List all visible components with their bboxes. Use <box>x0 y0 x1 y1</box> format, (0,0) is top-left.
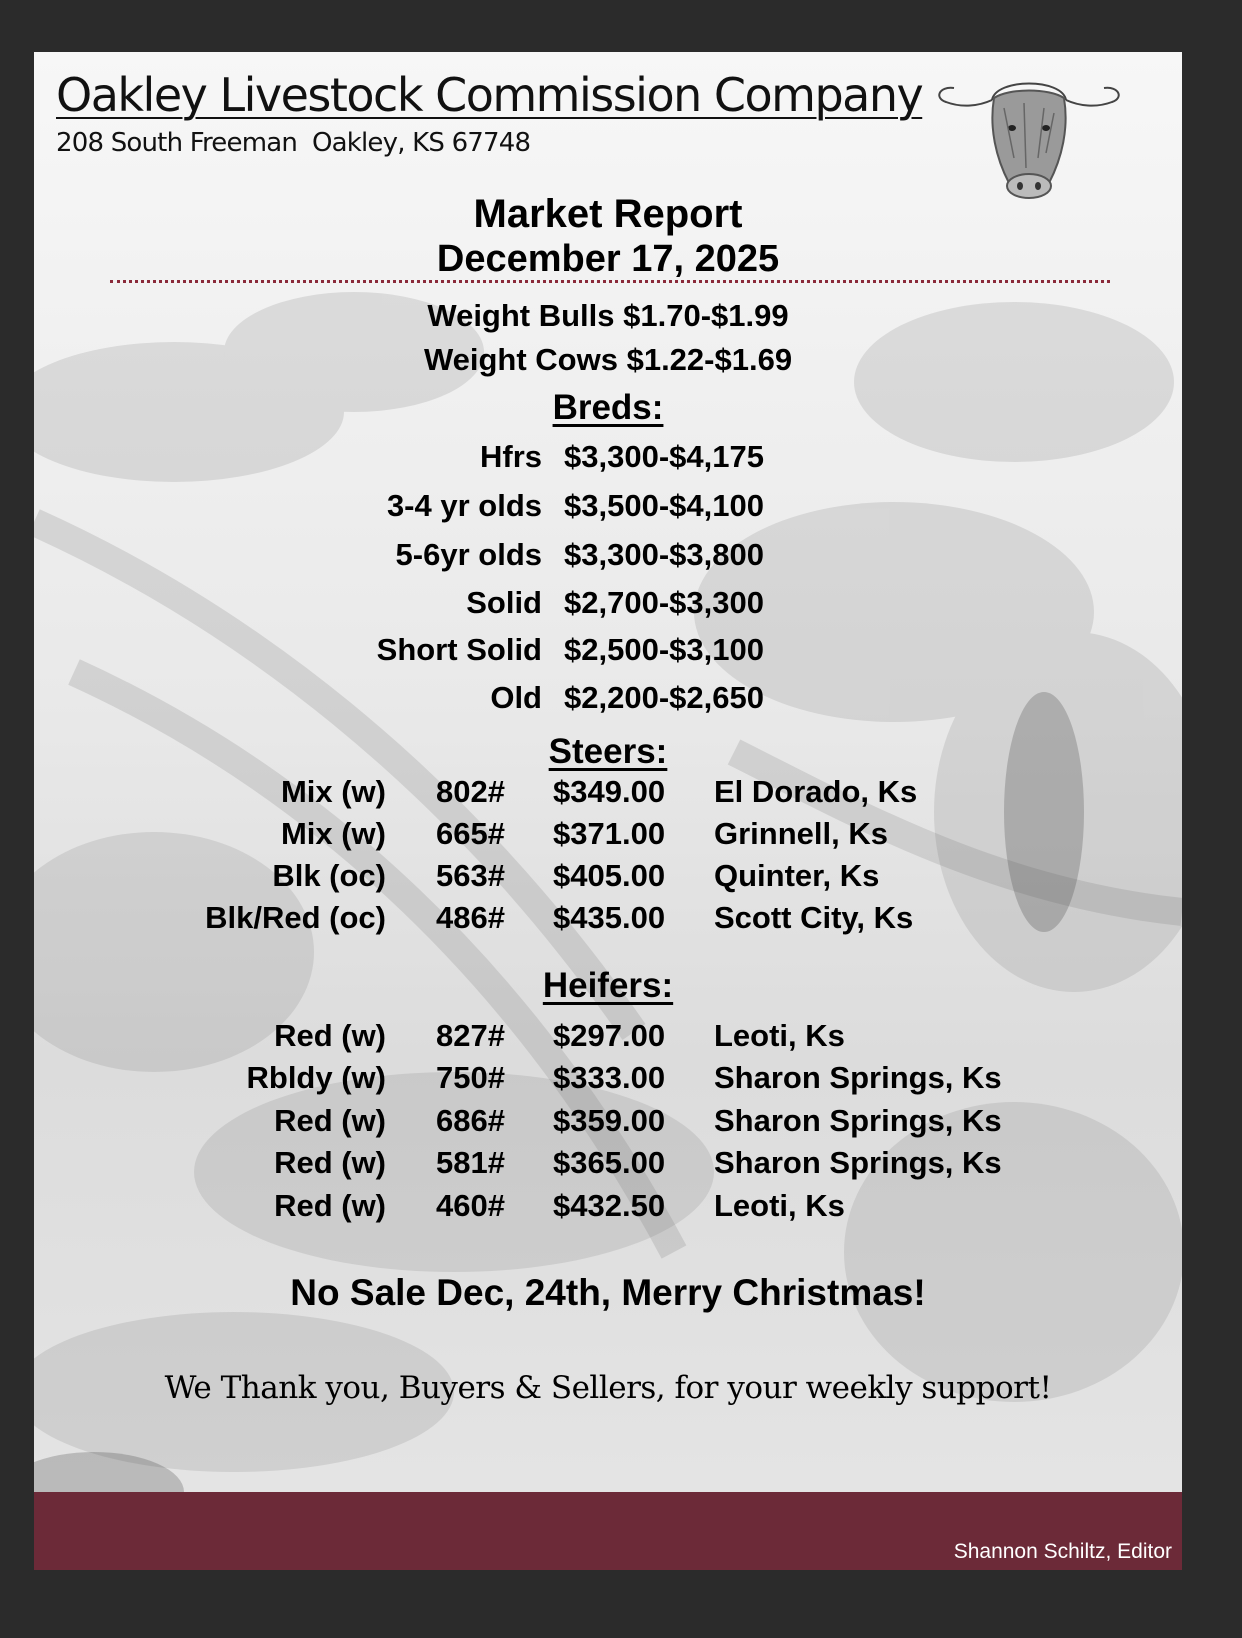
bred-row <box>34 585 1182 625</box>
cattle-location: Quinter, Ks <box>714 858 880 893</box>
bred-label: 3-4 yr olds <box>386 488 542 523</box>
cattle-type: Red (w) <box>274 1103 386 1138</box>
heifers-heading-text: Heifers: <box>542 966 674 1005</box>
bred-row <box>34 439 1182 479</box>
bred-row <box>34 680 1182 720</box>
heifer-row <box>34 1060 1182 1100</box>
cattle-price: $371.00 <box>553 816 666 851</box>
bred-price: $3,300-$4,175 <box>564 439 764 474</box>
heifer-row <box>34 1103 1182 1143</box>
cattle-price: $365.00 <box>553 1145 666 1180</box>
cattle-type: Red (w) <box>274 1018 386 1053</box>
cattle-type: Rbldy (w) <box>246 1060 386 1095</box>
steer-row <box>34 858 1182 898</box>
steer-row <box>34 900 1182 940</box>
cattle-price: $349.00 <box>553 774 666 809</box>
cattle-price: $297.00 <box>553 1018 666 1053</box>
bred-label: Old <box>490 680 542 715</box>
cattle-type: Red (w) <box>274 1188 386 1223</box>
no-sale-notice: No Sale Dec, 24th, Merry Christmas! <box>290 1272 926 1313</box>
weight-bulls-line: Weight Bulls $1.70-$1.99 <box>427 298 789 333</box>
heifer-row <box>34 1188 1182 1228</box>
bred-row <box>34 632 1182 672</box>
bred-row <box>34 537 1182 577</box>
cattle-weight: 750# <box>436 1060 505 1095</box>
cattle-location: Leoti, Ks <box>714 1018 845 1053</box>
cow-head-logo <box>934 58 1124 208</box>
cattle-location: Sharon Springs, Ks <box>714 1103 1002 1138</box>
report-title: Market Report <box>473 192 743 236</box>
footer-band <box>34 1492 1182 1570</box>
bred-price: $2,700-$3,300 <box>564 585 764 620</box>
cattle-weight: 802# <box>436 774 505 809</box>
bred-label: Short Solid <box>376 632 542 667</box>
bred-label: 5-6yr olds <box>395 537 542 572</box>
cattle-price: $405.00 <box>553 858 666 893</box>
cattle-type: Blk (oc) <box>272 858 386 893</box>
cattle-type: Mix (w) <box>280 816 386 851</box>
cattle-weight: 486# <box>436 900 505 935</box>
cattle-type: Mix (w) <box>280 774 386 809</box>
cattle-location: Leoti, Ks <box>714 1188 845 1223</box>
heifer-row <box>34 1145 1182 1185</box>
bred-price: $2,500-$3,100 <box>564 632 764 667</box>
cattle-price: $359.00 <box>553 1103 666 1138</box>
bred-label: Hfrs <box>479 439 542 474</box>
cattle-location: Scott City, Ks <box>714 900 914 935</box>
thank-you-message: We Thank you, Buyers & Sellers, for your weekly support! <box>164 1370 1052 1406</box>
cattle-location: Grinnell, Ks <box>714 816 888 851</box>
market-report-sheet <box>34 52 1182 1570</box>
cattle-weight: 581# <box>436 1145 505 1180</box>
bred-row <box>34 488 1182 528</box>
bred-label: Solid <box>466 585 542 620</box>
report-date: December 17, 2025 <box>436 238 780 280</box>
bred-price: $3,300-$3,800 <box>564 537 764 572</box>
editor-credit: Shannon Schiltz, Editor <box>953 1540 1172 1563</box>
cattle-weight: 827# <box>436 1018 505 1053</box>
steer-row <box>34 816 1182 856</box>
bred-price: $3,500-$4,100 <box>564 488 764 523</box>
steers-heading-text: Steers: <box>548 732 668 771</box>
cattle-price: $432.50 <box>553 1188 666 1223</box>
cattle-location: Sharon Springs, Ks <box>714 1060 1002 1095</box>
weight-cows-line: Weight Cows $1.22-$1.69 <box>423 342 793 377</box>
dotted-divider <box>110 280 1110 283</box>
steers-heading <box>34 732 1182 772</box>
breds-heading-text: Breds: <box>552 388 664 427</box>
cattle-location: Sharon Springs, Ks <box>714 1145 1002 1180</box>
heifer-row <box>34 1018 1182 1058</box>
cattle-weight: 460# <box>436 1188 505 1223</box>
company-name: Oakley Livestock Commission Company <box>56 68 923 122</box>
cattle-weight: 686# <box>436 1103 505 1138</box>
cattle-location: El Dorado, Ks <box>714 774 918 809</box>
heifers-heading <box>34 966 1182 1006</box>
cattle-weight: 665# <box>436 816 505 851</box>
cattle-type: Red (w) <box>274 1145 386 1180</box>
bred-price: $2,200-$2,650 <box>564 680 764 715</box>
breds-heading <box>34 388 1182 428</box>
cattle-type: Blk/Red (oc) <box>205 900 386 935</box>
company-address: 208 South Freeman Oakley, KS 67748 <box>56 128 531 158</box>
cattle-price: $333.00 <box>553 1060 666 1095</box>
cattle-weight: 563# <box>436 858 505 893</box>
steer-row <box>34 774 1182 814</box>
cattle-price: $435.00 <box>553 900 666 935</box>
